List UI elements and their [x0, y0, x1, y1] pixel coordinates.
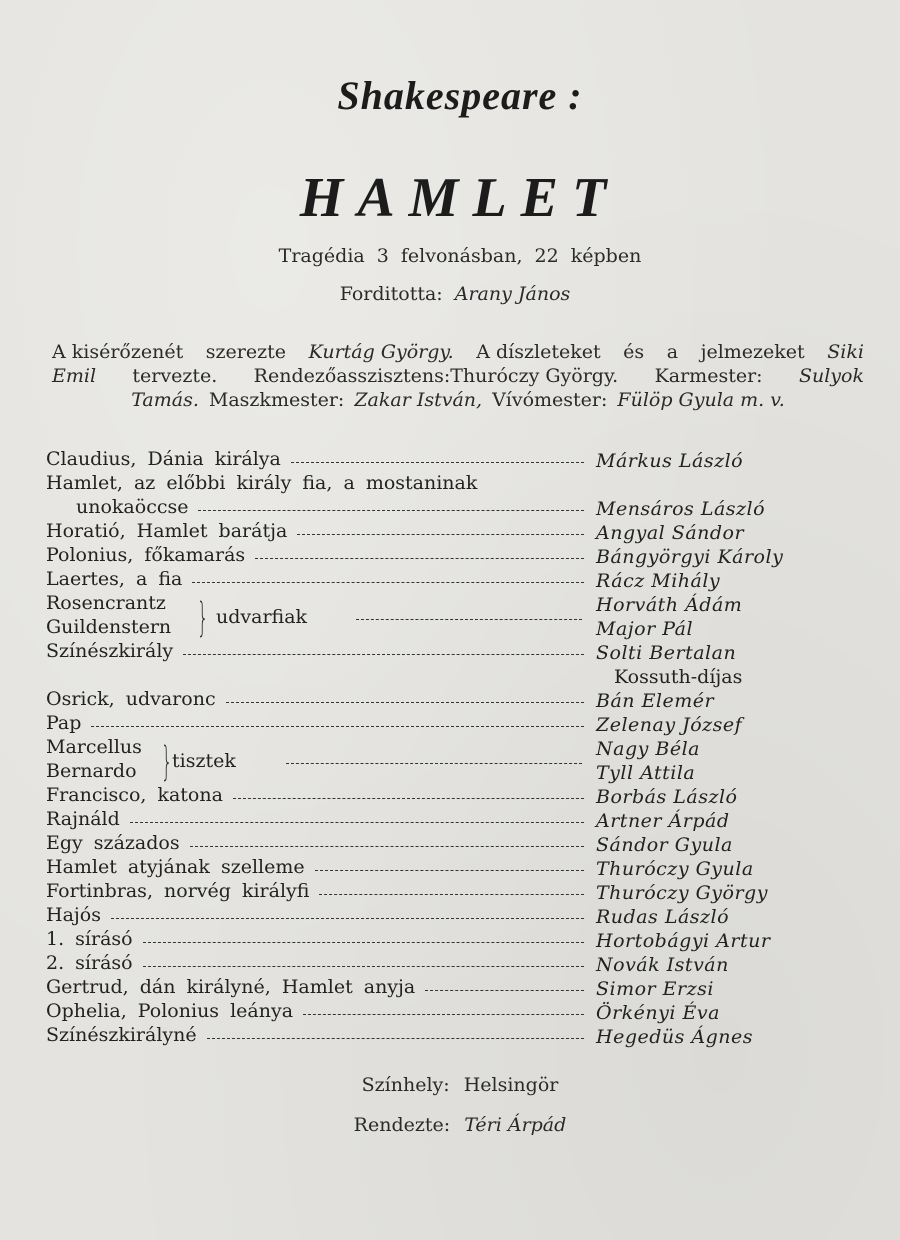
translator-name: Arany János — [454, 283, 571, 305]
dash-leader — [207, 1038, 584, 1040]
cast-row — [46, 976, 586, 1000]
cast-actor: Zelenay József — [596, 714, 743, 736]
dash-leader — [192, 582, 584, 584]
credit-word: Maszkmester: — [208, 389, 345, 411]
credit-name: Zakar István, — [354, 389, 483, 411]
play-subtitle: Tragédia 3 felvonásban, 22 képben — [278, 245, 642, 267]
cast-actor: Bán Elemér — [596, 690, 715, 712]
cast-row — [46, 712, 586, 736]
credit-word: jelmezeket — [700, 341, 805, 363]
director-label: Rendezte: — [353, 1114, 451, 1136]
cast-actor: Angyal Sándor — [596, 522, 745, 544]
dash-leader — [255, 558, 584, 560]
dash-leader — [130, 822, 584, 824]
cast-row — [46, 640, 586, 664]
cast-role: Polonius, főkamarás — [46, 544, 246, 566]
venue-name: Helsingör — [463, 1074, 559, 1096]
dash-leader — [226, 702, 584, 704]
cast-actor: Bángyörgyi Károly — [596, 546, 784, 568]
dash-leader — [233, 798, 584, 800]
cast-row — [46, 952, 586, 976]
author-heading: Shakespeare : — [337, 73, 583, 118]
dash-leader — [425, 990, 584, 992]
cast-role: 2. sírásó — [46, 952, 133, 974]
cast-actor: Solti Bertalan — [596, 642, 737, 664]
cast-actor: Örkényi Éva — [596, 1002, 720, 1024]
dash-leader — [143, 966, 584, 968]
cast-row — [46, 520, 586, 544]
cast-role: Laertes, a fia — [46, 568, 183, 590]
cast-role: Horatió, Hamlet barátja — [46, 520, 288, 542]
credit-word: szerezte — [205, 341, 287, 363]
director-name: Téri Árpád — [464, 1114, 567, 1136]
cast-role: Marcellus — [46, 736, 142, 758]
cast-role: unokaöccse — [76, 496, 189, 518]
cast-row — [46, 1000, 586, 1024]
credit-word: tervezte. — [132, 365, 218, 387]
cast-row — [46, 544, 586, 568]
credit-name: Kurtág György. — [308, 341, 454, 363]
cast-actor: Hegedüs Ágnes — [596, 1026, 754, 1048]
cast-row — [46, 1024, 586, 1048]
cast-role: Gertrud, dán királyné, Hamlet anyja — [46, 976, 416, 998]
cast-actor: Rácz Mihály — [596, 570, 721, 592]
cast-role: Hamlet atyjának szelleme — [46, 856, 305, 878]
cast-row — [46, 592, 586, 616]
cast-actor: Rudas László — [596, 906, 730, 928]
venue-line — [0, 1074, 900, 1096]
cast-role: Rosencrantz — [46, 592, 166, 614]
play-title: HAMLET — [299, 167, 621, 229]
cast-role: 1. sírásó — [46, 928, 133, 950]
officers-dash-leader — [286, 763, 582, 764]
dash-leader — [190, 846, 584, 848]
credit-name: Tamás. — [131, 389, 199, 411]
cast-actor: Thuróczy György — [596, 882, 768, 904]
cast-actor: Tyll Attila — [596, 762, 696, 784]
cast-role: Osrick, udvaronc — [46, 688, 216, 710]
cast-row — [46, 928, 586, 952]
cast-role: Pap — [46, 712, 82, 734]
courtiers-brace: } — [196, 595, 209, 641]
credit-name: Fülöp Gyula m. v. — [617, 389, 785, 411]
cast-row — [46, 688, 586, 712]
cast-actor: Artner Árpád — [596, 810, 730, 832]
dash-leader — [319, 894, 584, 896]
cast-actor: Major Pál — [596, 618, 694, 640]
cast-role: Fortinbras, norvég királyfi — [46, 880, 310, 902]
cast-row — [76, 496, 586, 520]
credit-name: Siki — [827, 341, 864, 363]
dash-leader — [143, 942, 584, 944]
cast-actor: Horváth Ádám — [596, 594, 743, 616]
venue-label: Színhely: — [361, 1074, 450, 1096]
cast-role: Színészkirályné — [46, 1024, 197, 1046]
cast-actor: Borbás László — [596, 786, 738, 808]
dash-leader — [297, 534, 584, 536]
courtiers-group-label: udvarfiak — [216, 606, 308, 628]
cast-actor: Hortobágyi Artur — [596, 930, 771, 952]
cast-actor: Thuróczy Gyula — [596, 858, 754, 880]
cast-row — [46, 856, 586, 880]
cast-actor: Novák István — [596, 954, 729, 976]
cast-role: Guildenstern — [46, 616, 172, 638]
credit-word: a — [666, 341, 679, 363]
cast-role: Hamlet, az előbbi király fia, a mostaninak — [46, 472, 478, 494]
dash-leader — [303, 1014, 584, 1016]
cast-actor: Mensáros László — [596, 498, 766, 520]
dash-leader — [111, 918, 584, 920]
officers-brace: } — [160, 739, 173, 785]
cast-row — [46, 448, 586, 472]
cast-role: Francisco, katona — [46, 784, 223, 806]
cast-row — [46, 880, 586, 904]
cast-row — [46, 832, 586, 856]
cast-actor: Nagy Béla — [596, 738, 700, 760]
officers-group-label: tisztek — [172, 750, 236, 772]
credit-name: Sulyok — [798, 365, 864, 387]
credit-word: A kisérőzenét — [52, 341, 184, 363]
director-line — [0, 1114, 900, 1136]
cast-actor: Sándor Gyula — [596, 834, 733, 856]
cast-role: Rajnáld — [46, 808, 120, 830]
credit-assistant: Rendezőasszisztens:Thuróczy György. — [253, 365, 619, 387]
dash-leader — [198, 510, 584, 512]
courtiers-dash-leader — [356, 619, 582, 620]
cast-actor: Simor Erzsi — [596, 978, 714, 1000]
dash-leader — [315, 870, 584, 872]
cast-actor: Márkus László — [596, 450, 744, 472]
actor-honor-note: Kossuth-díjas — [614, 666, 743, 688]
credit-word: Vívómester: — [492, 389, 608, 411]
dash-leader — [183, 654, 584, 656]
credit-word: A díszleteket — [476, 341, 601, 363]
credit-word: és — [623, 341, 645, 363]
cast-row — [46, 784, 586, 808]
cast-role: Claudius, Dánia királya — [46, 448, 281, 470]
dash-leader — [291, 462, 584, 464]
cast-role: Bernardo — [46, 760, 137, 782]
cast-row — [46, 904, 586, 928]
cast-role: Egy százados — [46, 832, 180, 854]
cast-row — [46, 736, 586, 760]
cast-row — [46, 808, 586, 832]
dash-leader — [91, 726, 584, 728]
credit-name: Emil — [52, 365, 97, 387]
cast-role: Színészkirály — [46, 640, 174, 662]
cast-role: Ophelia, Polonius leánya — [46, 1000, 294, 1022]
translator-label: Forditotta: — [339, 283, 443, 305]
credit-word: Karmester: — [654, 365, 763, 387]
cast-row — [46, 472, 586, 496]
cast-role: Hajós — [46, 904, 101, 926]
cast-row — [46, 568, 586, 592]
